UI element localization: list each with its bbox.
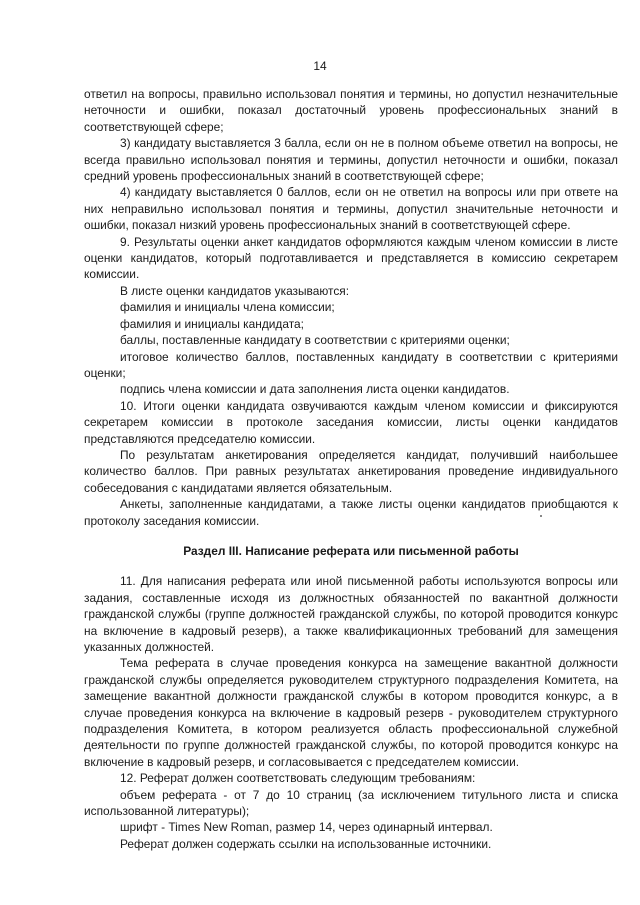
section-criteria	[84, 86, 618, 529]
paragraph: 12. Реферат должен соответствовать следующим требованиям:	[120, 771, 476, 786]
section-essay	[84, 573, 618, 852]
paragraph: ответил на вопросы, правильно использовал понятия и термины, но допустил незначительные неточности и ошибки, показал достаточный уровень профессиональных знаний в соответствующей сфере;	[84, 87, 618, 134]
paragraph: баллы, поставленные кандидату в соответствии с критериями оценки;	[120, 333, 510, 348]
paragraph: Реферат должен содержать ссылки на использованные источники.	[120, 836, 492, 851]
paragraph: объем реферата - от 7 до 10 страниц (за исключением титульного листа и списка использованной литературы);	[84, 787, 618, 819]
scan-speck	[540, 515, 542, 517]
paragraph: фамилия и инициалы члена комиссии;	[120, 300, 335, 315]
paragraph: 11. Для написания реферата или иной письменной работы используются вопросы или задания, составленные исходя из должностных обязанностей по вакантной должности гражданской службы (группе должностей гражданской службы, по которой проводится конкурс на включение в кадровый резерв), а также квалификационных требований для замещения указанных должностей.	[84, 574, 618, 654]
paragraph: 4) кандидату выставляется 0 баллов, если он не ответил на вопросы или при ответе на них неправильно использовал понятия и термины, допустил значительные неточности и ошибки, показал низкий уровень профессиональных знаний в соответствующей сфере.	[84, 185, 618, 233]
paragraph: Тема реферата в случае проведения конкурса на замещение вакантной должности гражданской службы определяется руководителем структурного подразделения Комитета, на замещение вакантной должности гражданской службы в котором проводится конкурс, а в случае проведения конкурса на включение в кадровый резерв - руководителем структурного подразделения Комитета, в котором реализуется область профессиональной служебной деятельности по группе должностей гражданской службы, по которой проводится конкурс на включение в кадровый резерв, и согласовывается с председателем комиссии.	[84, 656, 618, 769]
paragraph: итоговое количество баллов, поставленных кандидату в соответствии с критериями оценки;	[84, 349, 618, 380]
paragraph: 10. Итоги оценки кандидата озвучиваются каждым членом комиссии и фиксируются секретарем комиссии в протоколе заседания комиссии, листы оценки кандидатов представляются председателю комиссии.	[84, 398, 618, 446]
paragraph: 9. Результаты оценки анкет кандидатов оформляются каждым членом комиссии в листе оценки кандидатов, который подготавливается и представляется в комиссию секретарем комиссии.	[84, 234, 618, 282]
section-heading: Раздел III. Написание реферата или письменной работы	[183, 543, 519, 558]
paragraph: 3) кандидату выставляется 3 балла, если он не в полном объеме ответил на вопросы, не всегда правильно использовал понятия и термины, допустил неточности и ошибки, показал средний уровень профессиональных знаний в соответствующей сфере;	[84, 136, 618, 184]
paragraph: По результатам анкетирования определяется кандидат, получивший наибольшее количество баллов. При равных результатах анкетирования проведение индивидуального собеседования с кандидатами является обязательным.	[84, 447, 618, 495]
paragraph: В листе оценки кандидатов указываются:	[120, 283, 350, 298]
paragraph: подпись члена комиссии и дата заполнения листа оценки кандидатов.	[120, 382, 510, 397]
paragraph: Анкеты, заполненные кандидатами, а также листы оценки кандидатов приобщаются к протоколу заседания комиссии.	[84, 497, 618, 528]
document-body	[84, 86, 618, 852]
paragraph: шрифт - Times New Roman, размер 14, через одинарный интервал.	[120, 820, 493, 835]
paragraph: фамилия и инициалы кандидата;	[120, 316, 304, 331]
page-number: 14	[313, 59, 327, 73]
